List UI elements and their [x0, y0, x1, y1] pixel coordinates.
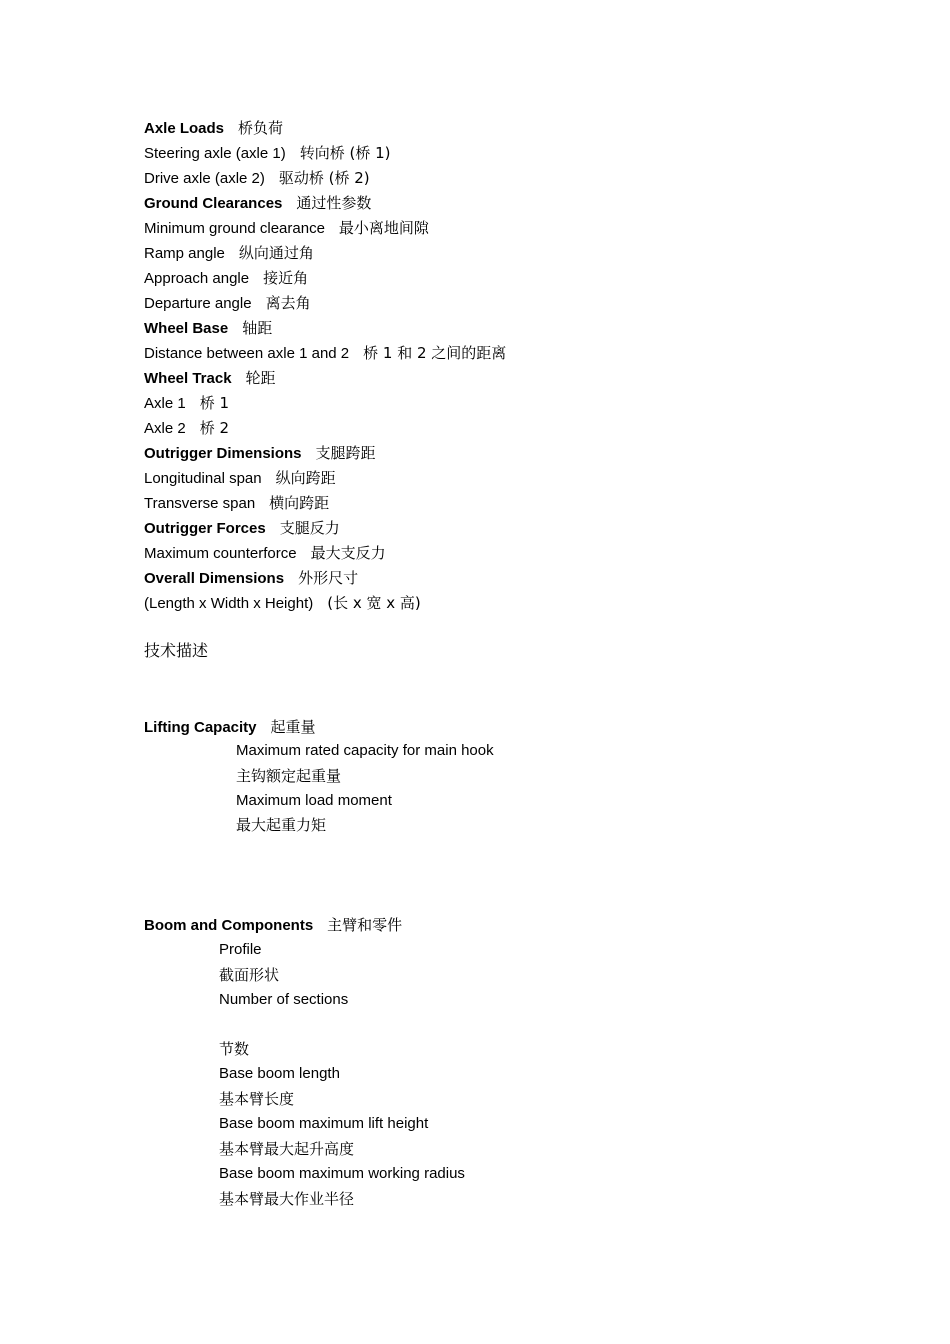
- term-en: Steering axle (axle 1): [144, 145, 286, 162]
- term-en: Outrigger Forces: [144, 520, 266, 537]
- term-en: Approach angle: [144, 270, 250, 287]
- term-en: Drive axle (axle 2): [144, 170, 265, 187]
- term-zh: 横向跨距: [269, 494, 330, 512]
- lifting-item: [236, 789, 392, 813]
- term-zh: 外形尺寸: [298, 569, 359, 587]
- term-en: Overall Dimensions: [144, 570, 285, 587]
- item-text: 基本臂最大作业半径: [219, 1190, 355, 1208]
- boom-item: [219, 938, 262, 962]
- item-text: 基本臂长度: [219, 1090, 295, 1108]
- term-zh: 桥 2: [199, 419, 230, 437]
- lifting-item: [236, 739, 494, 763]
- boom-item: [219, 1062, 340, 1086]
- item-text: 节数: [219, 1040, 250, 1058]
- boom-item: [219, 1112, 428, 1136]
- boom-item: [219, 1137, 354, 1161]
- lifting-heading: [144, 715, 316, 739]
- glossary-line: [144, 566, 358, 590]
- term-zh: 支腿跨距: [315, 444, 376, 462]
- term-en: Axle Loads: [144, 120, 225, 137]
- glossary-line: [144, 491, 329, 515]
- glossary-line: [144, 216, 429, 240]
- glossary-line: [144, 541, 386, 565]
- item-text: 截面形状: [219, 966, 280, 984]
- boom-heading: [144, 913, 402, 937]
- term-en: Axle 2: [144, 420, 186, 437]
- term-en: Longitudinal span: [144, 470, 262, 487]
- term-zh: (长 x 宽 x 高): [327, 594, 421, 612]
- glossary-line: [144, 341, 506, 365]
- term-en: Departure angle: [144, 295, 252, 312]
- heading-en: Boom and Components: [144, 917, 314, 934]
- glossary-line: [144, 266, 308, 290]
- glossary-line: [144, 191, 371, 215]
- glossary-line: [144, 141, 391, 165]
- term-zh: 离去角: [265, 294, 311, 312]
- term-zh: 桥负荷: [238, 119, 284, 137]
- glossary-line: [144, 291, 311, 315]
- heading-en: Lifting Capacity: [144, 719, 257, 736]
- item-text: 最大起重力矩: [236, 816, 327, 834]
- lifting-item: [236, 764, 341, 788]
- glossary-line: [144, 516, 340, 540]
- heading-zh: 起重量: [270, 718, 316, 736]
- glossary-line: [144, 166, 370, 190]
- term-zh: 最小离地间隙: [338, 219, 429, 237]
- glossary-line: [144, 416, 229, 440]
- glossary-line: [144, 466, 336, 490]
- boom-item: [219, 1187, 354, 1211]
- lifting-item: [236, 813, 326, 837]
- item-text: Base boom length: [219, 1065, 340, 1082]
- term-zh: 桥 1: [199, 394, 230, 412]
- section-title: [144, 639, 208, 663]
- term-en: Maximum counterforce: [144, 545, 297, 562]
- item-text: 主钩额定起重量: [236, 767, 342, 785]
- item-text: Profile: [219, 941, 262, 958]
- term-zh: 支腿反力: [279, 519, 340, 537]
- term-en: Wheel Base: [144, 320, 229, 337]
- boom-item: [219, 1162, 465, 1186]
- item-text: Maximum load moment: [236, 792, 392, 809]
- term-zh: 驱动桥 (桥 2): [278, 169, 370, 187]
- term-en: Outrigger Dimensions: [144, 445, 302, 462]
- term-en: Ramp angle: [144, 245, 225, 262]
- glossary-line: [144, 116, 283, 140]
- term-en: Ground Clearances: [144, 195, 283, 212]
- heading-zh: 主臂和零件: [327, 916, 403, 934]
- glossary-line: [144, 316, 272, 340]
- term-zh: 纵向通过角: [238, 244, 314, 262]
- boom-item: [219, 1087, 294, 1111]
- term-zh: 轴距: [242, 319, 273, 337]
- boom-item: [219, 1037, 249, 1061]
- glossary-line: [144, 441, 376, 465]
- item-text: Number of sections: [219, 991, 349, 1008]
- term-zh: 通过性参数: [296, 194, 372, 212]
- item-text: 基本臂最大起升高度: [219, 1140, 355, 1158]
- item-text: Base boom maximum working radius: [219, 1165, 465, 1182]
- item-text: Base boom maximum lift height: [219, 1115, 429, 1132]
- boom-item: [219, 988, 348, 1012]
- glossary-line: [144, 591, 421, 615]
- term-zh: 转向桥 (桥 1): [299, 144, 391, 162]
- term-en: Minimum ground clearance: [144, 220, 325, 237]
- boom-item: [219, 963, 279, 987]
- term-zh: 桥 1 和 2 之间的距离: [363, 344, 507, 362]
- term-zh: 纵向跨距: [275, 469, 336, 487]
- term-zh: 轮距: [245, 369, 276, 387]
- section-title-text: 技术描述: [144, 641, 209, 660]
- term-en: Axle 1: [144, 395, 186, 412]
- glossary-line: [144, 366, 276, 390]
- term-zh: 接近角: [263, 269, 309, 287]
- term-zh: 最大支反力: [310, 544, 386, 562]
- glossary-line: [144, 241, 314, 265]
- term-en: Distance between axle 1 and 2: [144, 345, 350, 362]
- term-en: Wheel Track: [144, 370, 232, 387]
- item-text: Maximum rated capacity for main hook: [236, 742, 494, 759]
- term-en: (Length x Width x Height): [144, 595, 314, 612]
- term-en: Transverse span: [144, 495, 256, 512]
- glossary-line: [144, 391, 229, 415]
